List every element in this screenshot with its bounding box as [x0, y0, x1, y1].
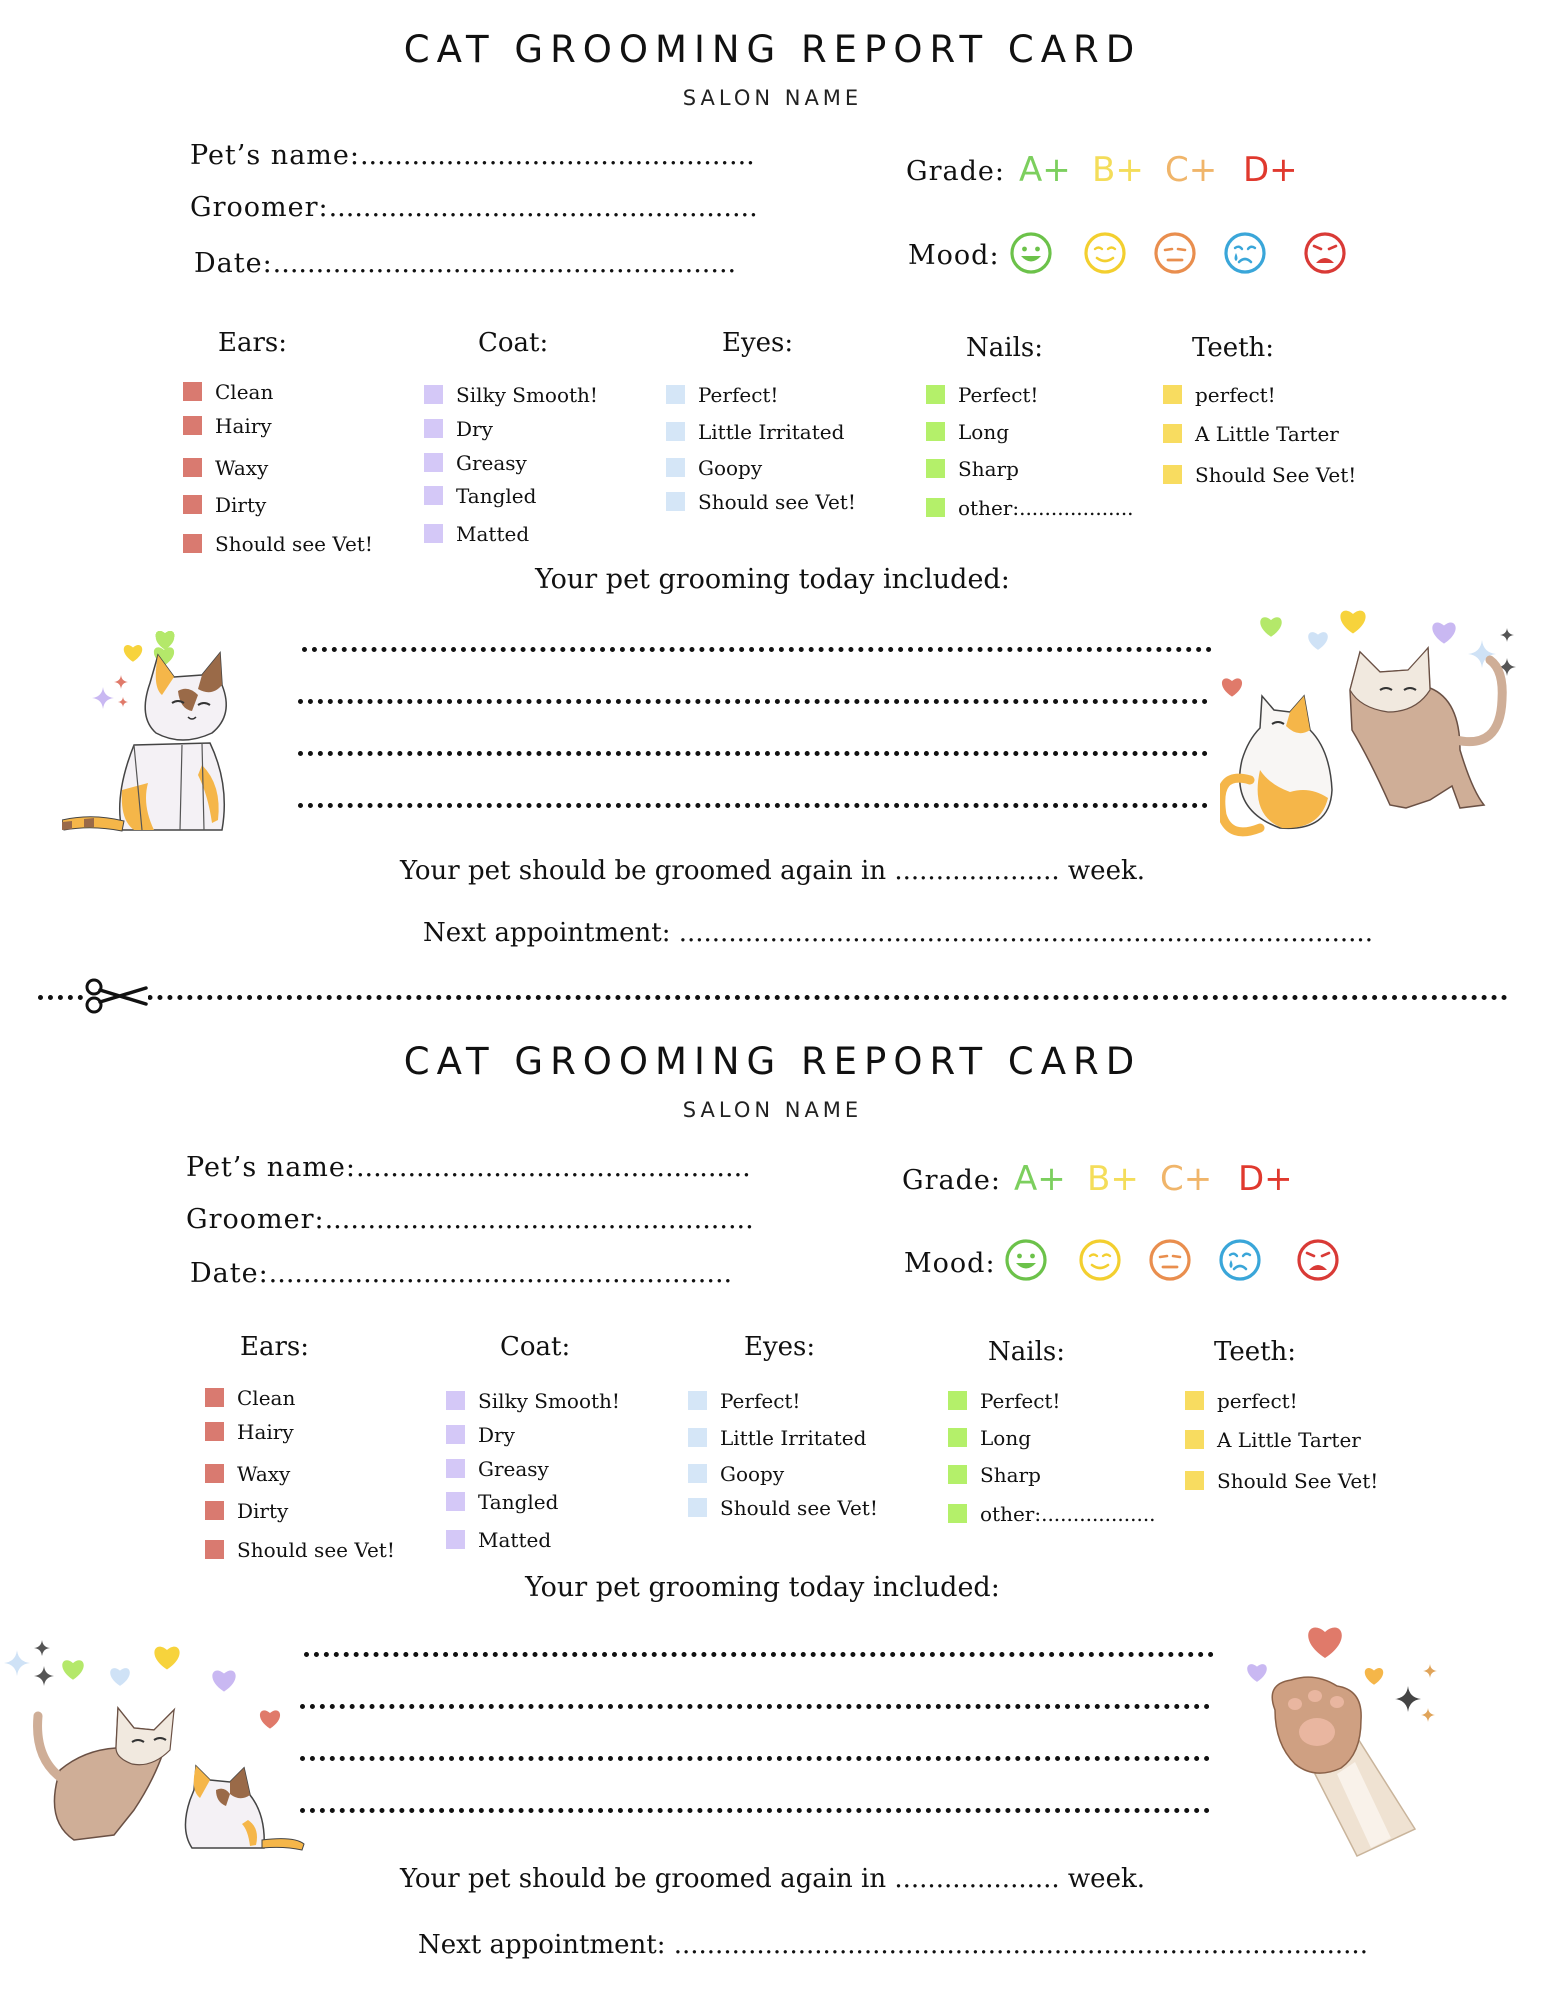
- nails-option[interactable]: Perfect!: [926, 383, 1038, 407]
- nails-option[interactable]: other:..................: [926, 496, 1134, 520]
- ears-heading: Ears:: [240, 1332, 310, 1362]
- checkbox-icon[interactable]: [666, 458, 685, 477]
- nails-option[interactable]: Sharp: [926, 457, 1019, 481]
- coat-option[interactable]: Greasy: [424, 451, 527, 475]
- neutral-face-icon[interactable]: [1148, 1238, 1192, 1282]
- checkbox-icon[interactable]: [1185, 1430, 1204, 1449]
- teeth-heading: Teeth:: [1192, 333, 1275, 363]
- notes-line[interactable]: [304, 1652, 1214, 1657]
- coat-option[interactable]: Dry: [446, 1423, 515, 1447]
- notes-line[interactable]: [298, 751, 1208, 756]
- ears-option[interactable]: Dirty: [205, 1499, 288, 1523]
- included-heading: Your pet grooming today included:: [535, 564, 1010, 595]
- teeth-option[interactable]: perfect!: [1185, 1389, 1298, 1413]
- pet-name-field[interactable]: Pet’s name:..............................................: [186, 1152, 751, 1183]
- coat-heading: Coat:: [478, 328, 549, 358]
- grade-label: Grade:: [902, 1165, 1001, 1196]
- checkbox-icon[interactable]: [688, 1498, 707, 1517]
- nails-option[interactable]: Long: [926, 420, 1009, 444]
- grade-a-plus[interactable]: A+: [1019, 150, 1071, 190]
- checkbox-icon[interactable]: [926, 459, 945, 478]
- eyes-heading: Eyes:: [744, 1332, 816, 1362]
- regroom-interval[interactable]: Your pet should be groomed again in .................... week.: [400, 856, 1145, 886]
- checkbox-icon[interactable]: [926, 498, 945, 517]
- teeth-option[interactable]: A Little Tarter: [1185, 1428, 1361, 1452]
- crying-face-icon[interactable]: [1218, 1238, 1262, 1282]
- regroom-interval[interactable]: Your pet should be groomed again in .................... week.: [400, 1864, 1145, 1894]
- teeth-heading: Teeth:: [1214, 1337, 1297, 1367]
- checkbox-icon[interactable]: [205, 1501, 224, 1520]
- coat-heading: Coat:: [500, 1332, 571, 1362]
- coat-option[interactable]: Greasy: [446, 1457, 549, 1481]
- checkbox-icon[interactable]: [446, 1425, 465, 1444]
- checkbox-icon[interactable]: [1185, 1391, 1204, 1410]
- coat-option[interactable]: Silky Smooth!: [446, 1389, 620, 1413]
- checkbox-icon[interactable]: [424, 385, 443, 404]
- next-appointment-label: Next appointment:: [423, 918, 671, 948]
- eyes-option[interactable]: Goopy: [688, 1462, 784, 1486]
- included-heading: Your pet grooming today included:: [525, 1572, 1000, 1603]
- pet-name-label: Pet’s name:: [186, 1152, 356, 1183]
- checkbox-icon[interactable]: [205, 1464, 224, 1483]
- upset-face-icon[interactable]: [1303, 231, 1347, 275]
- neutral-face-icon[interactable]: [1153, 231, 1197, 275]
- checkbox-icon[interactable]: [205, 1540, 224, 1559]
- grade-a-plus[interactable]: A+: [1014, 1159, 1066, 1199]
- happy-face-icon[interactable]: [1009, 231, 1053, 275]
- checkbox-icon[interactable]: [948, 1465, 967, 1484]
- checkbox-icon[interactable]: [926, 385, 945, 404]
- ears-option[interactable]: Waxy: [205, 1462, 290, 1486]
- groomer-field[interactable]: Groomer:..................................................: [190, 192, 758, 223]
- pet-name-label: Pet’s name:: [190, 140, 360, 171]
- checkbox-icon[interactable]: [1185, 1471, 1204, 1490]
- date-label: Date:: [194, 248, 273, 279]
- coat-option[interactable]: Matted: [446, 1528, 551, 1552]
- nails-heading: Nails:: [966, 333, 1043, 363]
- crying-face-icon[interactable]: [1223, 231, 1267, 275]
- checkbox-icon[interactable]: [205, 1388, 224, 1407]
- cut-line: [38, 995, 1508, 1000]
- notes-line[interactable]: [300, 1756, 1210, 1761]
- salon-name: SALON NAME: [682, 1098, 863, 1122]
- card-title: CAT GROOMING REPORT CARD: [403, 1040, 1142, 1083]
- grade-d-plus[interactable]: D+: [1243, 150, 1298, 190]
- mood-label: Mood:: [908, 240, 1000, 271]
- checkbox-icon[interactable]: [688, 1391, 707, 1410]
- groomer-label: Groomer:: [186, 1204, 325, 1235]
- ears-option[interactable]: Clean: [183, 380, 273, 404]
- grade-c-plus[interactable]: C+: [1165, 150, 1218, 190]
- checkbox-icon[interactable]: [948, 1504, 967, 1523]
- notes-line[interactable]: [298, 803, 1208, 808]
- checkbox-icon[interactable]: [948, 1391, 967, 1410]
- two-cats-illustration: [4, 1630, 324, 1860]
- grade-b-plus[interactable]: B+: [1087, 1159, 1139, 1199]
- salon-name: SALON NAME: [682, 86, 863, 110]
- mood-label: Mood:: [904, 1248, 996, 1279]
- checkbox-icon[interactable]: [948, 1428, 967, 1447]
- scissors-icon: [84, 978, 148, 1014]
- checkbox-icon[interactable]: [446, 1492, 465, 1511]
- checkbox-icon[interactable]: [1163, 465, 1182, 484]
- eyes-option[interactable]: Perfect!: [688, 1389, 800, 1413]
- eyes-option[interactable]: Goopy: [666, 456, 762, 480]
- checkbox-icon[interactable]: [446, 1391, 465, 1410]
- happy-face-icon[interactable]: [1004, 1238, 1048, 1282]
- checkbox-icon[interactable]: [183, 416, 202, 435]
- nails-option[interactable]: Perfect!: [948, 1389, 1060, 1413]
- groomer-field[interactable]: Groomer:..................................................: [186, 1204, 754, 1235]
- checkbox-icon[interactable]: [1163, 385, 1182, 404]
- ears-option[interactable]: Waxy: [183, 456, 268, 480]
- next-appointment-label: Next appointment:: [418, 1930, 666, 1960]
- eyes-option[interactable]: Should see Vet!: [666, 490, 856, 514]
- coat-option[interactable]: Matted: [424, 522, 529, 546]
- coat-option[interactable]: Silky Smooth!: [424, 383, 598, 407]
- checkbox-icon[interactable]: [183, 382, 202, 401]
- eyes-option[interactable]: Perfect!: [666, 383, 778, 407]
- checkbox-icon[interactable]: [205, 1422, 224, 1441]
- checkbox-icon[interactable]: [446, 1459, 465, 1478]
- grade-label: Grade:: [906, 156, 1005, 187]
- ears-option[interactable]: Should see Vet!: [205, 1538, 395, 1562]
- teeth-option[interactable]: Should See Vet!: [1163, 463, 1356, 487]
- notes-line[interactable]: [298, 699, 1208, 704]
- groomer-label: Groomer:: [190, 192, 329, 223]
- checkbox-icon[interactable]: [666, 492, 685, 511]
- nails-option[interactable]: other:..................: [948, 1502, 1156, 1526]
- eyes-heading: Eyes:: [722, 328, 794, 358]
- content-face-icon[interactable]: [1083, 231, 1127, 275]
- checkbox-icon[interactable]: [1163, 424, 1182, 443]
- calico-cat-illustration: [62, 625, 252, 840]
- teeth-option[interactable]: Should See Vet!: [1185, 1469, 1378, 1493]
- coat-option[interactable]: Tangled: [424, 484, 536, 508]
- notes-line[interactable]: [300, 1704, 1210, 1709]
- checkbox-icon[interactable]: [424, 486, 443, 505]
- eyes-option[interactable]: Little Irritated: [666, 420, 844, 444]
- date-field[interactable]: Date:......................................................: [194, 248, 737, 279]
- checkbox-icon[interactable]: [183, 495, 202, 514]
- checkbox-icon[interactable]: [688, 1428, 707, 1447]
- next-appointment-field[interactable]: Next appointment: ....................................................................................: [418, 1930, 1368, 1960]
- ears-heading: Ears:: [218, 328, 288, 358]
- checkbox-icon[interactable]: [688, 1464, 707, 1483]
- nails-heading: Nails:: [988, 1337, 1065, 1367]
- date-field[interactable]: Date:......................................................: [190, 1258, 733, 1289]
- checkbox-icon[interactable]: [446, 1530, 465, 1549]
- eyes-option[interactable]: Should see Vet!: [688, 1496, 878, 1520]
- checkbox-icon[interactable]: [183, 458, 202, 477]
- card-title: CAT GROOMING REPORT CARD: [403, 28, 1142, 71]
- grade-c-plus[interactable]: C+: [1160, 1159, 1213, 1199]
- coat-option[interactable]: Dry: [424, 417, 493, 441]
- ears-option[interactable]: Should see Vet!: [183, 532, 373, 556]
- date-label: Date:: [190, 1258, 269, 1289]
- checkbox-icon[interactable]: [666, 422, 685, 441]
- checkbox-icon[interactable]: [424, 419, 443, 438]
- next-appointment-field[interactable]: Next appointment: ....................................................................................: [423, 918, 1373, 948]
- content-face-icon[interactable]: [1078, 1238, 1122, 1282]
- teeth-option[interactable]: perfect!: [1163, 383, 1276, 407]
- nails-option[interactable]: Sharp: [948, 1463, 1041, 1487]
- upset-face-icon[interactable]: [1296, 1238, 1340, 1282]
- checkbox-icon[interactable]: [926, 422, 945, 441]
- grade-d-plus[interactable]: D+: [1238, 1159, 1293, 1199]
- notes-line[interactable]: [302, 647, 1212, 652]
- ears-option[interactable]: Clean: [205, 1386, 295, 1410]
- pet-name-field[interactable]: Pet’s name:..............................................: [190, 140, 755, 171]
- report-card-bottom: [0, 1012, 1545, 2012]
- two-cats-illustration: [1220, 600, 1520, 840]
- ears-option[interactable]: Hairy: [183, 414, 272, 438]
- checkbox-icon[interactable]: [183, 534, 202, 553]
- notes-line[interactable]: [300, 1808, 1210, 1813]
- grade-b-plus[interactable]: B+: [1092, 150, 1144, 190]
- coat-option[interactable]: Tangled: [446, 1490, 558, 1514]
- checkbox-icon[interactable]: [424, 524, 443, 543]
- ears-option[interactable]: Hairy: [205, 1420, 294, 1444]
- checkbox-icon[interactable]: [424, 453, 443, 472]
- eyes-option[interactable]: Little Irritated: [688, 1426, 866, 1450]
- report-card-top: [0, 0, 1545, 1000]
- ears-option[interactable]: Dirty: [183, 493, 266, 517]
- nails-option[interactable]: Long: [948, 1426, 1031, 1450]
- checkbox-icon[interactable]: [666, 385, 685, 404]
- teeth-option[interactable]: A Little Tarter: [1163, 422, 1339, 446]
- cat-paw-illustration: [1245, 1624, 1465, 1864]
